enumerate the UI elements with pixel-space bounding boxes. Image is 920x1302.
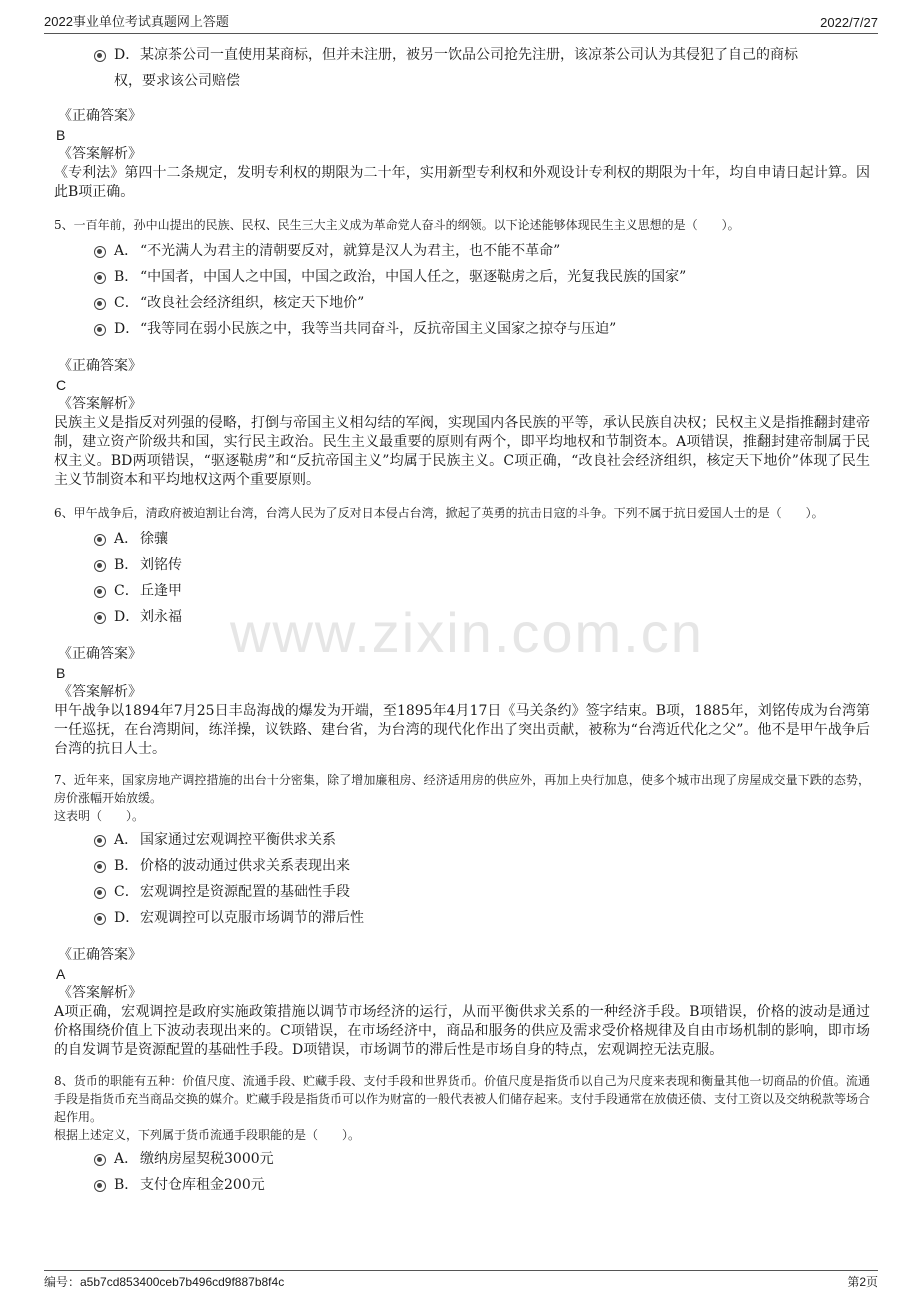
radio-icon[interactable] <box>94 50 106 62</box>
document-id: 编号：a5b7cd853400ceb7b496cd9f887b8f4c <box>44 1275 285 1289</box>
explain-text: 民族主义是指反对列强的侵略，打倒与帝国主义相勾结的军阀，实现国内各民族的平等，承认民族自决权；民权主义是指推翻封建帝制，建立资产阶级共和国，实行民主政治。民生主义最重要的原则有两个，即平均地权和节制资本。A项错误，推翻封建帝制属于民权主义。BD两项错误，“驱逐鞑虏”和“反抗帝国主义”均属于民族主义。C项正确，“改良社会经济组织，核定天下地价”体现了民生主义节制资本和平均地权这两个重要原则。 <box>54 415 870 488</box>
radio-icon[interactable] <box>94 560 106 572</box>
explain-label: 《答案解析》 <box>58 985 142 1001</box>
radio-icon[interactable] <box>94 272 106 284</box>
radio-icon[interactable] <box>94 586 106 598</box>
explain-label: 《答案解析》 <box>58 146 142 162</box>
explain-text: 《专利法》第四十二条规定，发明专利权的期限为二十年，实用新型专利权和外观设计专利权的期限为十年，均自申请日起计算。因此B项正确。 <box>54 165 870 200</box>
radio-icon[interactable] <box>94 612 106 624</box>
option-text: 丘逢甲 <box>140 583 182 599</box>
option-text: 刘铭传 <box>140 557 182 573</box>
option-text: “中国者，中国人之中国，中国之政治，中国人任之，驱逐鞑虏之后，光复我民族的国家” <box>140 269 687 285</box>
option-letter: D． <box>114 321 140 337</box>
q7-option-a[interactable] <box>54 827 870 853</box>
q5-option-c[interactable] <box>54 290 870 316</box>
radio-icon[interactable] <box>94 246 106 258</box>
option-letter: A． <box>114 531 139 547</box>
option-text: 国家通过宏观调控平衡供求关系 <box>140 832 336 848</box>
q6-option-b[interactable] <box>54 552 870 578</box>
q8-option-b[interactable] <box>54 1172 870 1198</box>
question-stem-cont: 根据上述定义，下列属于货币流通手段职能的是（ ）。 <box>54 1128 361 1142</box>
option-letter: D． <box>114 609 140 625</box>
option-letter: C． <box>114 583 139 599</box>
q5-option-b[interactable] <box>54 264 870 290</box>
answer-value: C <box>56 377 67 393</box>
q7-option-d[interactable] <box>54 905 870 931</box>
answer-label: 《正确答案》 <box>58 358 142 374</box>
q6-option-c[interactable] <box>54 578 870 604</box>
question-stem: 5、一百年前，孙中山提出的民族、民权、民生三大主义成为革命党人奋斗的纲领。以下论述能够体现民生主义思想的是（ ）。 <box>54 218 740 232</box>
option-text: 宏观调控可以克服市场调节的滞后性 <box>140 910 364 926</box>
q6-option-d[interactable] <box>54 604 870 630</box>
radio-icon[interactable] <box>94 887 106 899</box>
option-letter: D． <box>114 910 140 926</box>
explain-text: 甲午战争以1894年7月25日丰岛海战的爆发为开端，至1895年4月17日《马关条约》签字结束。B项，1885年，刘铭传成为台湾第一任巡抚，在台湾期间，练洋操，议铁路、建台省，为台湾的现代化作出了突出贡献，被称为“台湾近代化之父”。他不是甲午战争后台湾的抗日人士。 <box>54 703 870 757</box>
radio-icon[interactable] <box>94 534 106 546</box>
q7-option-c[interactable] <box>54 879 870 905</box>
q8-option-a[interactable] <box>54 1146 870 1172</box>
option-text: 宏观调控是资源配置的基础性手段 <box>140 884 350 900</box>
question-stem: 8、货币的职能有五种：价值尺度、流通手段、贮藏手段、支付手段和世界货币。价值尺度是指货币以自己为尺度来表现和衡量其他一切商品的价值。流通手段是指货币充当商品交换的媒介。贮藏手段是指货币可以作为财富的一般代表被人们储存起来。支付手段通常在放债还债、支付工资以及交纳税款等场合起作用。 <box>54 1074 871 1124</box>
q5-option-d[interactable] <box>54 316 870 342</box>
option-letter: B． <box>114 858 139 874</box>
page-content <box>54 40 870 1198</box>
page-number: 第2页 <box>847 1275 878 1289</box>
question-stem: 6、甲午战争后，清政府被迫割让台湾，台湾人民为了反对日本侵占台湾，掀起了英勇的抗击日寇的斗争。下列不属于抗日爱国人士的是（ ）。 <box>54 506 824 520</box>
radio-icon[interactable] <box>94 913 106 925</box>
option-letter: A． <box>114 243 139 259</box>
option-letter: A． <box>114 1151 139 1167</box>
option-text: “改良社会经济组织，核定天下地价” <box>140 295 365 311</box>
option-text: “我等同在弱小民族之中，我等当共同奋斗，反抗帝国主义国家之掠夺与压迫” <box>140 321 617 337</box>
document-title: 2022事业单位考试真题网上答题 <box>44 14 229 29</box>
option-letter: A． <box>114 832 139 848</box>
radio-icon[interactable] <box>94 861 106 873</box>
page-header <box>44 14 878 34</box>
radio-icon[interactable] <box>94 1154 106 1166</box>
q4-option-d[interactable]: D．某凉茶公司一直使用某商标，但并未注册，被另一饮品公司抢先注册，该凉茶公司认为其侵犯了自己的商标 权，要求该公司赔偿 <box>54 42 870 94</box>
question-stem-cont: 这表明（ ）。 <box>54 809 145 823</box>
option-text: “不光满人为君主的清朝要反对，就算是汉人为君主，也不能不革命” <box>140 243 561 259</box>
option-text: 徐骧 <box>140 531 168 547</box>
option-letter: B． <box>114 1177 139 1193</box>
answer-value: B <box>56 665 66 681</box>
q6-option-a[interactable] <box>54 526 870 552</box>
watermark: www.zixin.com.cn <box>230 601 704 664</box>
option-text: 价格的波动通过供求关系表现出来 <box>140 858 350 874</box>
option-text-cont: 权，要求该公司赔偿 <box>114 73 240 89</box>
option-letter: B． <box>114 269 139 285</box>
option-text: 缴纳房屋契税3000元 <box>140 1151 274 1167</box>
document-date: 2022/7/27 <box>820 15 878 30</box>
question-stem: 7、近年来，国家房地产调控措施的出台十分密集，除了增加廉租房、经济适用房的供应外，再加上央行加息，使多个城市出现了房屋成交量下跌的态势，房价涨幅开始放缓。 <box>54 773 870 805</box>
answer-label: 《正确答案》 <box>58 108 142 124</box>
option-letter: B． <box>114 557 139 573</box>
explain-label: 《答案解析》 <box>58 396 142 412</box>
radio-icon[interactable] <box>94 324 106 336</box>
answer-label: 《正确答案》 <box>58 646 142 662</box>
radio-icon[interactable] <box>94 298 106 310</box>
option-text: 刘永福 <box>140 609 182 625</box>
page-footer <box>44 1270 878 1290</box>
explain-label: 《答案解析》 <box>58 684 142 700</box>
q5-option-a[interactable] <box>54 238 870 264</box>
answer-value: B <box>56 127 66 143</box>
option-text: 支付仓库租金200元 <box>140 1177 265 1193</box>
radio-icon[interactable] <box>94 835 106 847</box>
q7-option-b[interactable] <box>54 853 870 879</box>
answer-label: 《正确答案》 <box>58 947 142 963</box>
option-letter: C． <box>114 295 139 311</box>
option-letter: C． <box>114 884 139 900</box>
radio-icon[interactable] <box>94 1180 106 1192</box>
option-text: 某凉茶公司一直使用某商标，但并未注册，被另一饮品公司抢先注册，该凉茶公司认为其侵犯了自己的商标 <box>140 47 798 63</box>
answer-value: A <box>56 966 66 982</box>
explain-text: A项正确，宏观调控是政府实施政策措施以调节市场经济的运行，从而平衡供求关系的一种经济手段。B项错误，价格的波动是通过价格围绕价值上下波动表现出来的。C项错误，在市场经济中，商品和服务的供应及需求受价格规律及自由市场机制的影响，即市场的自发调节是资源配置的基础性手段。D项错误，市场调节的滞后性是市场自身的特点，宏观调控无法克服。 <box>54 1004 870 1058</box>
